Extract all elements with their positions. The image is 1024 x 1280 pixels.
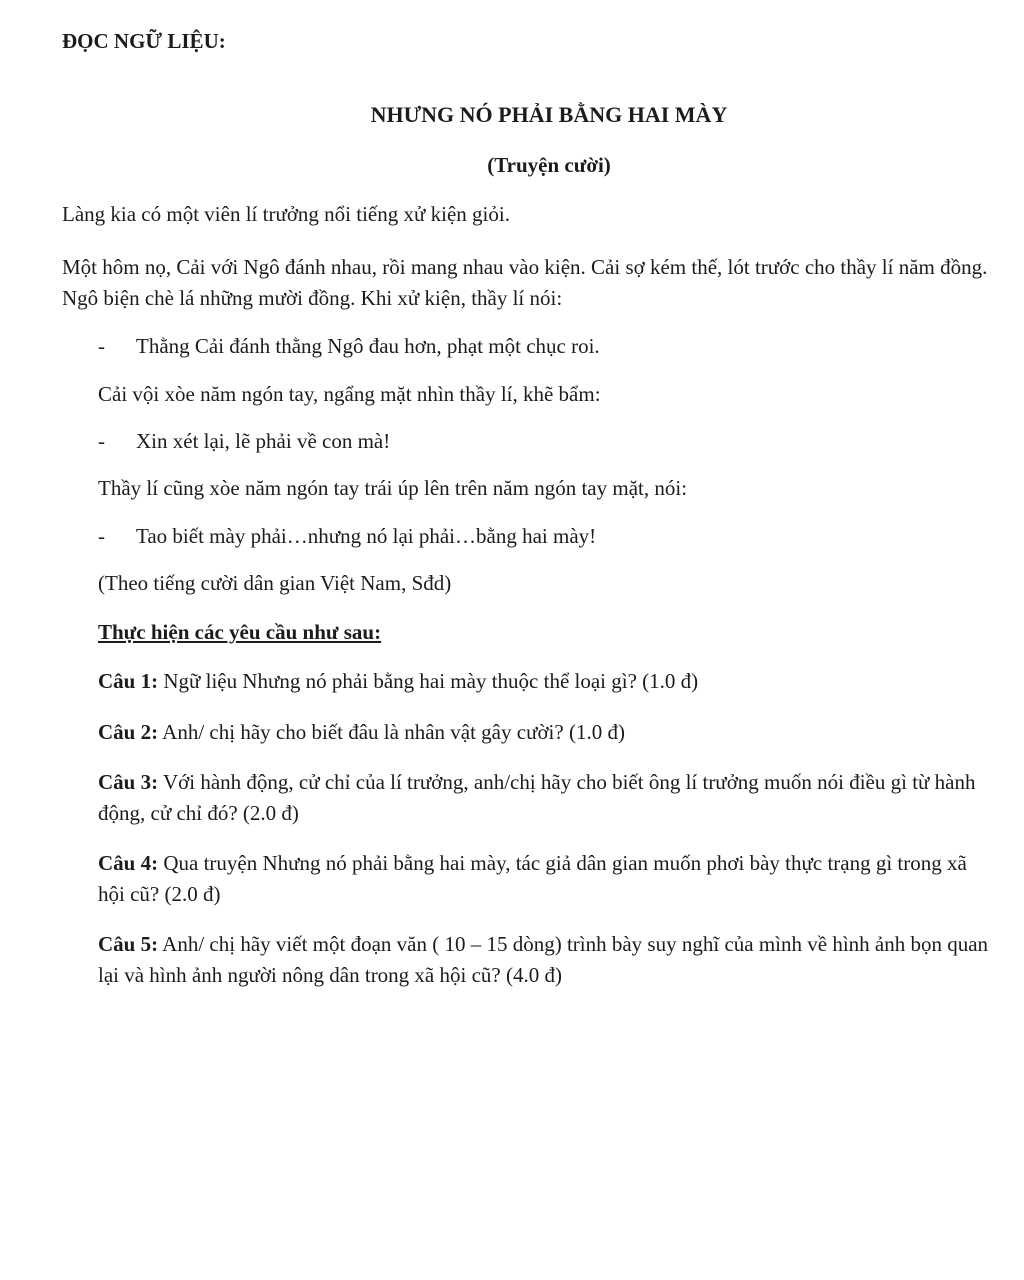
- question-text: Ngữ liệu Nhưng nó phải bằng hai mày thuộc thể loại gì? (1.0 đ): [158, 669, 699, 694]
- narration-line: Thầy lí cũng xòe năm ngón tay trái úp lên trên năm ngón tay mặt, nói:: [98, 476, 688, 501]
- dialogue-line: [98, 428, 996, 455]
- story-title: NHƯNG NÓ PHẢI BẰNG HAI MÀY: [370, 102, 728, 128]
- dialogue-text: Thằng Cải đánh thằng Ngô đau hơn, phạt một chục roi.: [136, 334, 600, 359]
- dialogue-line: [98, 523, 996, 550]
- question-text: Anh/ chị hãy cho biết đâu là nhân vật gây cười? (1.0 đ): [158, 719, 625, 744]
- question-5: [98, 929, 996, 990]
- question-4: [98, 848, 996, 909]
- question-text: Với hành động, cử chỉ của lí trưởng, anh/chị hãy cho biết ông lí trưởng muốn nói điều gì từ hành động, cử chỉ đó? (2.0 đ): [98, 770, 976, 825]
- dialogue-dash: -: [98, 334, 105, 359]
- section-title: Thực hiện các yêu cầu như sau:: [98, 620, 382, 645]
- question-3: [98, 767, 996, 828]
- question-label: Câu 3:: [98, 770, 159, 795]
- question-text: Qua truyện Nhưng nó phải bằng hai mày, tác giả dân gian muốn phơi bày thực trạng gì trong xã hội cũ? (2.0 đ): [98, 851, 967, 906]
- question-2: [98, 717, 996, 747]
- question-text: Anh/ chị hãy viết một đoạn văn ( 10 – 15 dòng) trình bày suy nghĩ của mình về hình ảnh bọn quan lại và hình ảnh người nông dân trong xã hội cũ? (4.0 đ): [98, 932, 989, 987]
- reading-heading: ĐỌC NGỮ LIỆU:: [62, 29, 226, 53]
- question-label: Câu 4:: [98, 851, 159, 876]
- paragraph: Làng kia có một viên lí trưởng nổi tiếng xử kiện giỏi.: [62, 202, 510, 227]
- question-1: [98, 666, 996, 696]
- story-genre: (Truyện cười): [487, 152, 611, 177]
- dialogue-dash: -: [98, 428, 105, 453]
- dialogue-text: Tao biết mày phải…nhưng nó lại phải…bằng hai mày!: [136, 523, 597, 548]
- dialogue-line: [98, 333, 996, 360]
- question-label: Câu 1:: [98, 669, 159, 694]
- dialogue-block: [98, 333, 996, 597]
- narration-line: Cải vội xòe năm ngón tay, ngẩng mặt nhìn thầy lí, khẽ bẩm:: [98, 381, 601, 406]
- question-label: Câu 5:: [98, 932, 159, 957]
- paragraph: Một hôm nọ, Cải với Ngô đánh nhau, rồi mang nhau vào kiện. Cải sợ kém thế, lót trước cho thầy lí năm đồng. Ngô biện chè lá những mười đồng. Khi xử kiện, thầy lí nói:: [62, 255, 988, 310]
- dialogue-dash: -: [98, 523, 105, 548]
- source-citation: (Theo tiếng cười dân gian Việt Nam, Sđd): [98, 570, 452, 595]
- question-label: Câu 2:: [98, 719, 159, 744]
- dialogue-text: Xin xét lại, lẽ phải về con mà!: [136, 428, 391, 453]
